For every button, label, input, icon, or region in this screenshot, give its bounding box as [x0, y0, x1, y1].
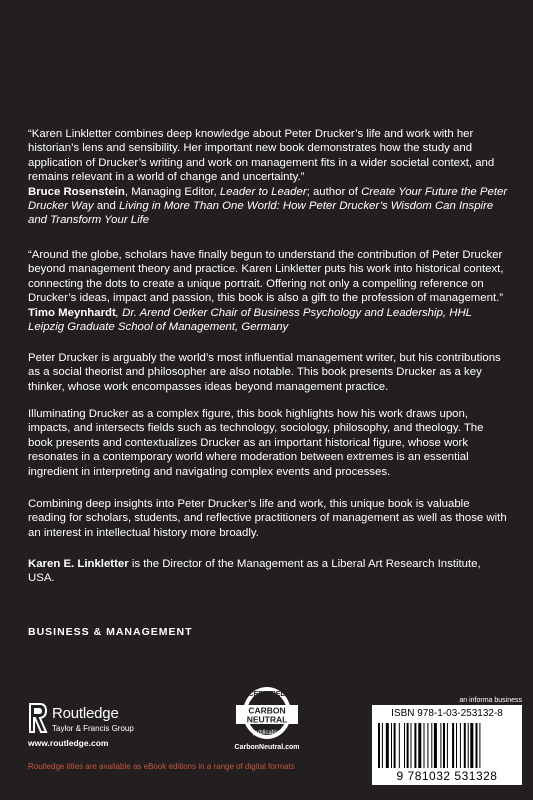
ebook-note: Routledge titles are available as eBook editions in a range of digital formats: [28, 762, 295, 771]
barcode-bar: [452, 723, 454, 768]
barcode-bar: [431, 723, 432, 768]
barcode-bar: [386, 723, 389, 768]
author-bio: [28, 557, 508, 586]
informa-label: an informa business: [459, 697, 522, 704]
description-paragraph-3: Combining deep insights into Peter Drucker’s life and work, this unique book is valuable reading for scholars, students, and reflective practitioners of management as well as those with an interest in intellectual history more broadly.: [28, 498, 507, 539]
publisher-url[interactable]: www.routledge.com: [28, 738, 109, 748]
barcode-bar: [394, 723, 396, 768]
quote-2-role: , Dr. Arend Oetker Chair of Business Psychology and Leadership, HHL Leipzig Graduate School of Management, Germany: [28, 306, 472, 334]
barcode-panel: [372, 705, 522, 785]
author-bio-text: is the Director of the Management as a Liberal Art Research Institute, USA.: [28, 558, 481, 585]
quote-1-text: “Karen Linkletter combines deep knowledge about Peter Drucker’s life and work with her historian’s lens and sensibility. Her important new book demonstrates how the study and application of Drucker’s writing and work on management fits in a wider societal context, and remains relevant in a world of change and uncertainty.”: [28, 128, 495, 184]
barcode-bar: [378, 723, 380, 768]
publisher-logo: [28, 700, 248, 750]
barcode-icon: [378, 723, 516, 768]
seal-certified: CERTIFIED: [248, 691, 286, 698]
quote-1-book-2: Living in More Than One World: How Peter Drucker’s Wisdom Can Inspire and Transform Your Life: [28, 200, 494, 227]
quote-1: [28, 127, 508, 228]
barcode-bar: [434, 723, 437, 768]
barcode-bar: [404, 723, 405, 768]
barcode-bar: [479, 723, 480, 768]
barcode-bar: [411, 723, 412, 768]
quote-2-author: Timo Meynhardt: [28, 306, 116, 319]
author-name: Karen E. Linkletter: [28, 558, 129, 570]
quote-1-book-1: Create Your Future the Peter Drucker Way: [28, 185, 508, 213]
barcode-bar: [460, 723, 461, 768]
barcode-bar: [443, 723, 445, 768]
barcode-bar: [476, 723, 478, 768]
quote-2: [28, 248, 508, 334]
category-label: BUSINESS & MANAGEMENT: [28, 626, 193, 638]
isbn-text: ISBN 978-1-03-253132-8: [391, 708, 503, 719]
barcode-bar: [391, 723, 392, 768]
barcode-bar: [468, 723, 469, 768]
publisher-group: Taylor & Francis Group: [52, 724, 134, 733]
seal-publication: publication: [252, 730, 282, 736]
barcode-bar: [407, 723, 409, 768]
publisher-name: Routledge: [52, 705, 119, 722]
seal-carbon: CARBON: [248, 705, 286, 716]
barcode-bar: [382, 723, 383, 768]
barcode-bar: [464, 723, 466, 768]
barcode-bar: [456, 723, 457, 768]
routledge-emblem-icon: [28, 702, 48, 734]
seal-url: CarbonNeutral.com: [234, 744, 300, 751]
quote-1-author: Bruce Rosenstein: [28, 185, 125, 198]
barcode-bar: [424, 723, 425, 768]
barcode-bar: [440, 723, 441, 768]
barcode-digits: 9 781032 531328: [396, 769, 498, 783]
barcode-bar: [470, 723, 473, 768]
description-paragraph-1: Peter Drucker is arguably the world’s most influential management writer, but his contributions as a social theorist and philosopher are also notable. This book presents Drucker as a key thinker, whose work encompasses ideas beyond management practice.: [28, 352, 501, 393]
barcode-bar: [414, 723, 416, 768]
quote-2-text: “Around the globe, scholars have finally begun to understand the contribution of Peter Drucker beyond management theory and practice. Karen Linkletter puts his work into historical context, connecting the dots to create a unique portrait. Offering not only a compelling reference on Drucker’s ideas, impact and passion, this book is also a gift to the profession of management.”: [28, 249, 504, 305]
barcode-bar: [427, 723, 428, 768]
quote-1-publication: Leader to Leader: [219, 185, 307, 198]
seal-neutral: NEUTRAL: [246, 714, 288, 725]
quote-1-role-prefix: , Managing Editor,: [124, 185, 220, 198]
description-paragraph-2: Illuminating Drucker as a complex figure, this book highlights how his work draws upon, impacts, and intersects fields such as technology, sociology, philosophy, and theology. The book presents and contextualizes Drucker as an important historical figure, whose work resonates in a contemporary world where moderation between extremes is an essential ingredient in interpreting and navigating complex events and processes.: [28, 408, 484, 478]
carbon-neutral-seal-icon: [232, 680, 302, 746]
barcode-bar: [447, 723, 448, 768]
quote-1-role-and: and: [93, 200, 119, 213]
barcode-bar: [418, 723, 421, 768]
barcode-bar: [399, 723, 400, 768]
quote-1-role-mid: ; author of: [306, 185, 362, 198]
